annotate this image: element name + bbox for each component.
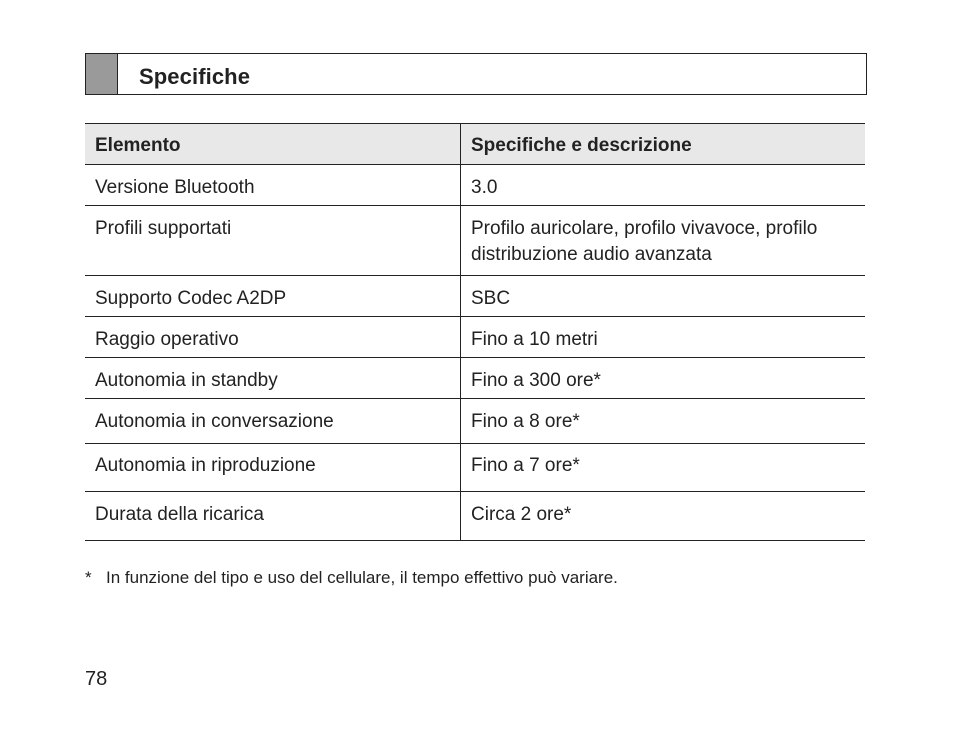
row-label: Autonomia in standby xyxy=(85,358,461,399)
page-number: 78 xyxy=(85,668,108,690)
row-value: Fino a 10 metri xyxy=(461,317,866,358)
row-value: Fino a 7 ore* xyxy=(461,444,866,492)
table-header-row xyxy=(85,124,865,165)
table-row xyxy=(85,317,865,358)
footnote-text: In funzione del tipo e uso del cellulare, il tempo effettivo può variare. xyxy=(106,568,618,587)
table-row xyxy=(85,206,865,276)
row-value: SBC xyxy=(461,276,866,317)
row-value: Fino a 300 ore* xyxy=(461,358,866,399)
section-title: Specifiche xyxy=(139,64,251,89)
footnote-marker: * xyxy=(85,568,92,587)
table-row xyxy=(85,399,865,444)
column-header-element: Elemento xyxy=(85,124,461,165)
table-row xyxy=(85,444,865,492)
section-header-tab xyxy=(86,54,118,94)
footnote xyxy=(85,568,618,588)
row-value: Circa 2 ore* xyxy=(461,492,866,541)
table-row xyxy=(85,165,865,206)
row-value: Profilo auricolare, profilo vivavoce, profilo distribuzione audio avanzata xyxy=(461,206,866,276)
row-label: Profili supportati xyxy=(85,206,461,276)
section-header xyxy=(85,53,867,95)
table-row xyxy=(85,492,865,541)
column-header-description: Specifiche e descrizione xyxy=(461,124,866,165)
row-label: Autonomia in riproduzione xyxy=(85,444,461,492)
row-value: Fino a 8 ore* xyxy=(461,399,866,444)
row-value: 3.0 xyxy=(461,165,866,206)
table-row xyxy=(85,276,865,317)
row-label: Supporto Codec A2DP xyxy=(85,276,461,317)
row-label: Versione Bluetooth xyxy=(85,165,461,206)
row-label: Durata della ricarica xyxy=(85,492,461,541)
row-label: Raggio operativo xyxy=(85,317,461,358)
row-label: Autonomia in conversazione xyxy=(85,399,461,444)
table-row xyxy=(85,358,865,399)
specifications-table xyxy=(85,123,865,541)
